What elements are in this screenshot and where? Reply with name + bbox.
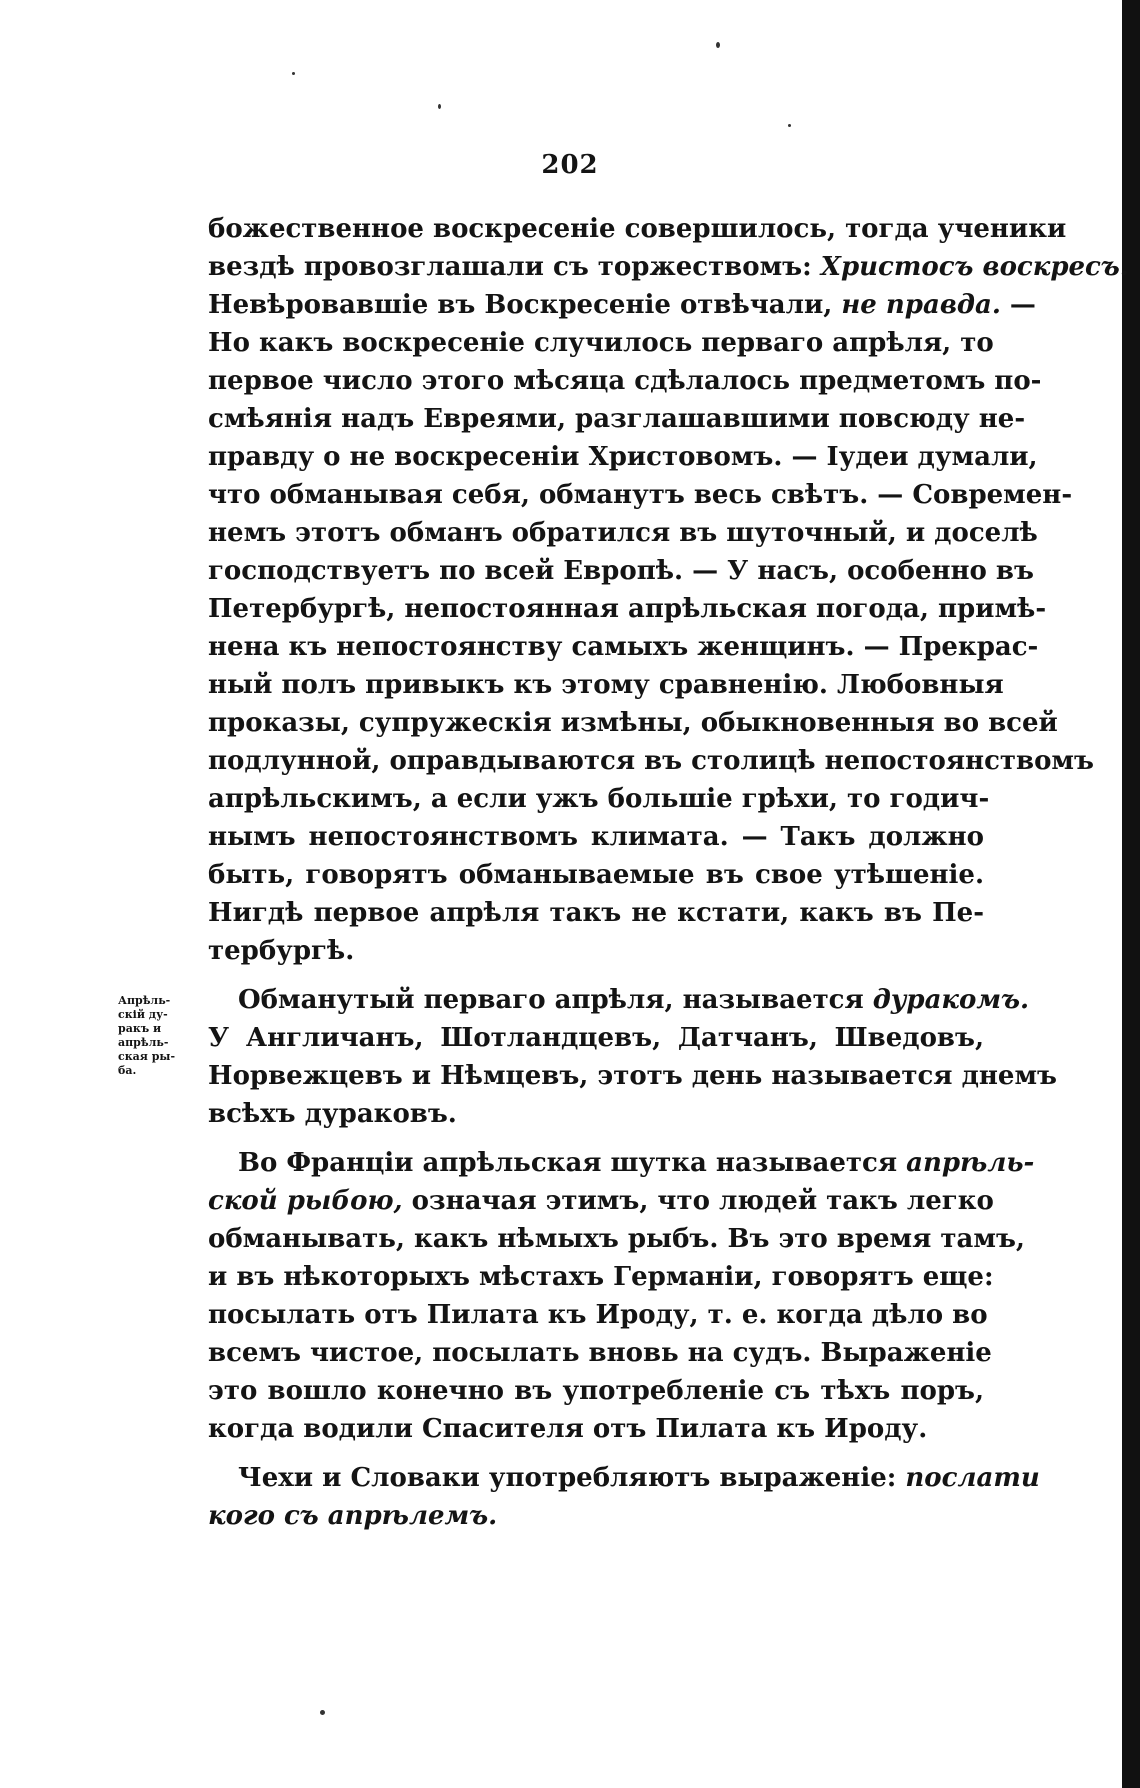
paragraph xyxy=(208,1144,1035,1448)
paragraph-gap xyxy=(208,970,984,981)
text-line xyxy=(208,552,1034,590)
text-line xyxy=(208,1182,994,1220)
text-line xyxy=(208,400,1026,438)
text-line xyxy=(208,1095,984,1133)
text-run: означая этимъ, что людей такъ легко xyxy=(402,1186,994,1216)
page-number: 202 xyxy=(541,150,599,180)
italic-run: не правда. xyxy=(841,290,1001,320)
text-run: что обманывая себя, обманутъ весь свѣтъ. — Современ- xyxy=(208,480,1073,510)
text-run: правду о не воскресеніи Христовомъ. — Іудеи думали, xyxy=(208,442,1038,472)
body-text xyxy=(208,210,1129,1535)
text-run: это вошло конечно въ употребленіе съ тѣхъ поръ, xyxy=(208,1376,984,1406)
text-line xyxy=(208,1057,1057,1095)
text-line xyxy=(208,981,1030,1019)
text-line xyxy=(208,286,1036,324)
text-run: Петербургѣ, непостоянная апрѣльская погода, примѣ- xyxy=(208,594,1047,624)
text-line xyxy=(208,894,984,932)
italic-run: кого съ апрѣлемъ. xyxy=(208,1501,498,1531)
text-line xyxy=(208,742,1094,780)
text-run: тербургѣ. xyxy=(208,936,355,966)
scan-speck xyxy=(716,42,720,48)
scan-speck xyxy=(788,124,791,127)
margin-note-line: ба. xyxy=(118,1064,137,1077)
scan-speck xyxy=(438,104,441,109)
text-line xyxy=(208,1410,984,1448)
text-run: подлунной, оправдываются въ столицѣ непостоянствомъ xyxy=(208,746,1094,776)
text-run: нымъ непостоянствомъ климата. — Такъ должно xyxy=(208,822,984,852)
text-run: быть, говорятъ обманываемые въ свое утѣшеніе. xyxy=(208,860,984,890)
text-run: посылать отъ Пилата къ Ироду, т. е. когда дѣло во xyxy=(208,1300,988,1330)
italic-run: послати xyxy=(905,1463,1040,1493)
paragraph xyxy=(208,1459,1040,1535)
paragraph-gap xyxy=(208,1448,984,1459)
margin-note-line: ракъ и xyxy=(118,1022,162,1035)
text-line xyxy=(208,1019,984,1057)
margin-note-line: скій ду- xyxy=(118,1008,168,1021)
text-line xyxy=(208,704,1058,742)
margin-note-line: апрѣль- xyxy=(118,1036,169,1049)
text-run: Нигдѣ первое апрѣля такъ не кстати, какъ въ Пе- xyxy=(208,898,984,928)
text-line xyxy=(208,324,994,362)
margin-note xyxy=(118,994,208,1078)
text-run: Но какъ воскресеніе случилось перваго апрѣля, то xyxy=(208,328,994,358)
text-run: проказы, супружескія измѣны, обыкновенныя во всей xyxy=(208,708,1058,738)
text-run: всѣхъ дураковъ. xyxy=(208,1099,457,1129)
text-line xyxy=(208,438,1038,476)
text-run: обманывать, какъ нѣмыхъ рыбъ. Въ это время тамъ, xyxy=(208,1224,1025,1254)
text-line xyxy=(208,1258,994,1296)
text-run: Во Франціи апрѣльская шутка называется xyxy=(238,1148,907,1178)
text-line xyxy=(208,1334,992,1372)
text-line xyxy=(208,514,1038,552)
text-line xyxy=(208,1372,984,1410)
text-line xyxy=(208,1497,984,1535)
text-line xyxy=(208,1220,1025,1258)
paragraph xyxy=(208,210,1129,970)
text-line xyxy=(208,476,1073,514)
margin-note-line: Апрѣль- xyxy=(118,994,171,1007)
text-run: — xyxy=(1000,290,1036,320)
text-run: всемъ чистое, посылать вновь на судъ. Выраженіе xyxy=(208,1338,992,1368)
text-line xyxy=(208,362,1042,400)
text-line xyxy=(208,856,984,894)
text-run: У Англичанъ, Шотландцевъ, Датчанъ, Шведовъ, xyxy=(208,1023,984,1053)
text-run: Невѣровавшіе въ Воскресеніе отвѣчали, xyxy=(208,290,842,320)
text-run: Чехи и Словаки употребляютъ выраженіе: xyxy=(238,1463,906,1493)
text-line xyxy=(208,210,1067,248)
text-line xyxy=(208,780,990,818)
text-line xyxy=(208,248,1129,286)
scan-speck xyxy=(292,72,295,75)
paragraph-gap xyxy=(208,1133,984,1144)
scan-speck xyxy=(320,1710,325,1715)
text-run: божественное воскресеніе совершилось, тогда ученики xyxy=(208,214,1067,244)
text-run: немъ этотъ обманъ обратился въ шуточный, и доселѣ xyxy=(208,518,1038,548)
italic-run: Христосъ воскресъ. xyxy=(820,252,1129,282)
text-line xyxy=(208,590,1047,628)
text-run: вездѣ провозглашали съ торжествомъ: xyxy=(208,252,821,282)
text-run: когда водили Спасителя отъ Пилата къ Ироду. xyxy=(208,1414,928,1444)
text-run: господствуетъ по всей Европѣ. — У насъ, особенно въ xyxy=(208,556,1034,586)
text-run: и въ нѣкоторыхъ мѣстахъ Германіи, говорятъ еще: xyxy=(208,1262,994,1292)
text-run: Обманутый перваго апрѣля, называется xyxy=(238,985,873,1015)
italic-run: апрѣль- xyxy=(906,1148,1035,1178)
text-line xyxy=(208,666,1004,704)
text-line xyxy=(208,1459,1040,1497)
italic-run: дуракомъ. xyxy=(872,985,1030,1015)
text-run: Норвежцевъ и Нѣмцевъ, этотъ день называется днемъ xyxy=(208,1061,1057,1091)
italic-run: ской рыбою, xyxy=(208,1186,403,1216)
text-run: апрѣльскимъ, а если ужъ большіе грѣхи, то годич- xyxy=(208,784,990,814)
text-line xyxy=(208,1296,988,1334)
margin-note-line: ская ры- xyxy=(118,1050,176,1063)
text-run: первое число этого мѣсяца сдѣлалось предметомъ по- xyxy=(208,366,1042,396)
text-run: ный полъ привыкъ къ этому сравненію. Любовныя xyxy=(208,670,1004,700)
text-run: смѣянія надъ Евреями, разглашавшими повсюду не- xyxy=(208,404,1026,434)
paragraph xyxy=(208,981,1057,1133)
text-line xyxy=(208,1144,1035,1182)
text-line xyxy=(208,818,984,856)
text-line xyxy=(208,932,984,970)
text-run: нена къ непостоянству самыхъ женщинъ. — Прекрас- xyxy=(208,632,1039,662)
text-line xyxy=(208,628,1039,666)
